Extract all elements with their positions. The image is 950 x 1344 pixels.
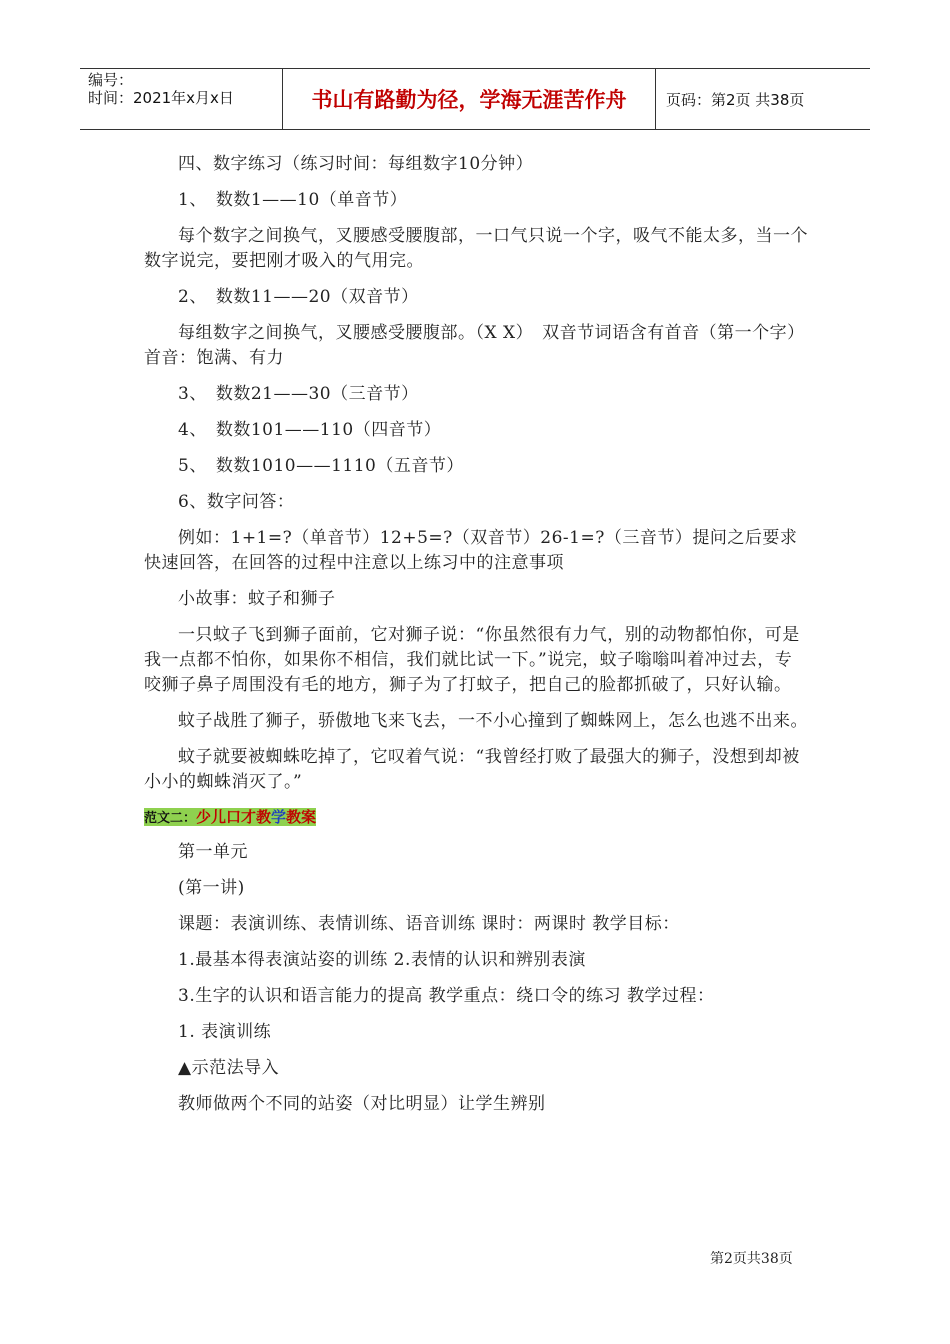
section-title-part3: 教案 [286,808,317,826]
header-motto: 书山有路勤为径，学海无涯苦作舟 [282,69,656,129]
paragraph: 2、 数数11——20（双音节） [178,287,419,307]
paragraph: 3、 数数21——30（三音节） [178,384,419,404]
paragraph: 1.最基本得表演站姿的训练 2.表情的认识和辨别表演 [178,950,586,970]
paragraph: 1. 表演训练 [178,1022,272,1042]
paragraph: 第一单元 [178,842,248,862]
paragraph: 教师做两个不同的站姿（对比明显）让学生辨别 [178,1094,546,1114]
document-body [144,152,808,1128]
paragraph: 4、 数数101——110（四音节） [178,420,442,440]
paragraph: (第一讲) [178,878,245,898]
paragraph: 1、 数数1——10（单音节） [178,190,408,210]
paragraph: 每组数字之间换气，叉腰感受腰腹部。（X X） 双音节词语含有首音（第一个字）首音：饱满、有力 [144,323,805,368]
section-heading [144,806,808,830]
paragraph: 蚊子战胜了狮子，骄傲地飞来飞去，一不小心撞到了蜘蛛网上，怎么也逃不出来。 [178,711,808,731]
date-label: 时间：2021年x月x日 [88,89,234,107]
paragraph: 蚊子就要被蜘蛛吃掉了，它叹着气说：“我曾经打败了最强大的狮子，没想到却被小小的蜘蛛消灭了。” [144,747,800,792]
section-title-part2: 学 [271,808,287,826]
paragraph: 例如：1+1=?（单音节）12+5=?（双音节）26-1=?（三音节）提问之后要求快速回答，在回答的过程中注意以上练习中的注意事项 [144,528,798,573]
paragraph: 6、数字问答： [178,492,295,512]
paragraph: 每个数字之间换气，叉腰感受腰腹部，一口气只说一个字，吸气不能太多，当一个数字说完，要把刚才吸入的气用完。 [144,226,808,271]
paragraph: 四、数字练习（练习时间：每组数字10分钟） [178,154,534,174]
paragraph: 5、 数数1010——1110（五音节） [178,456,464,476]
header-left [88,71,282,107]
paragraph: 一只蚊子飞到狮子面前，它对狮子说：“你虽然很有力气，别的动物都怕你，可是我一点都不怕你，如果你不相信，我们就比试一下。”说完，蚊子嗡嗡叫着冲过去，专咬狮子鼻子周围没有毛的地方，狮子为了打蚊子，把自己的脸都抓破了，只好认输。 [144,625,800,695]
section-prefix: 范文二： [144,811,197,826]
page-footer: 第2页共38页 [710,1251,793,1267]
section-heading-highlight [144,808,316,826]
paragraph: 课题：表演训练、表情训练、语音训练 课时：两课时 教学目标： [178,914,680,934]
section-title-part1: 少儿口才教 [196,808,272,826]
paragraph: ▲示范法导入 [178,1058,280,1078]
header-page-number: 页码：第2页 共38页 [666,90,805,109]
paragraph: 小故事：蚊子和狮子 [178,589,336,609]
page-header [80,68,870,130]
paragraph: 3.生字的认识和语言能力的提高 教学重点：绕口令的练习 教学过程： [178,986,715,1006]
document-number-label: 编号： [88,71,134,89]
